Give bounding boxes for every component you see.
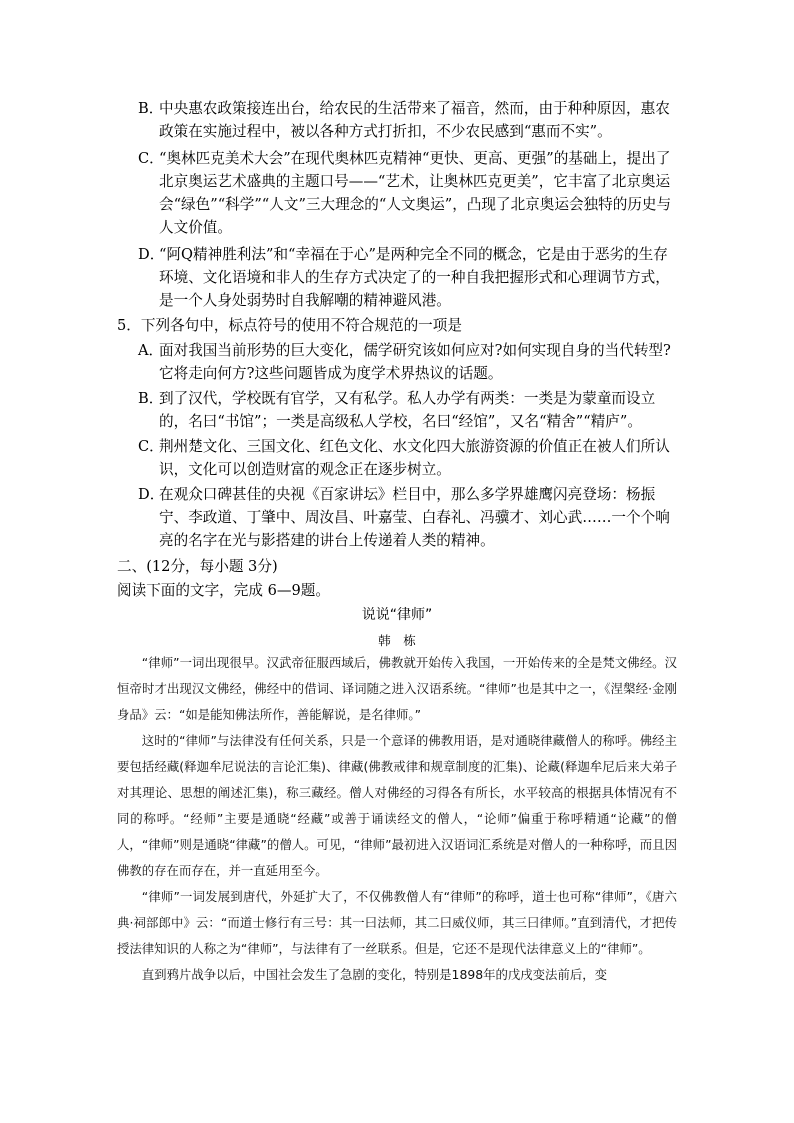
option-label: A． [138,342,164,359]
q5-option-d [138,483,683,555]
article-paragraph: “律师”一词出现很早。汉武帝征服西域后，佛教就开始传入我国，一开始传来的全是梵文佛经。汉恒帝时才出现汉文佛经，佛经中的借词、译词随之进入汉语系统。“律师”也是其中之一，《涅槃经·金刚身品》云：“如是能知佛法所作，善能解说，是名律师。” [117,655,677,722]
option-text: 面对我国当前形势的巨大变化，儒学研究该如何应对?如何实现自身的当代转型?它将走向何方?这些问题皆成为度学术界热议的话题。 [159,342,671,382]
q4-option-d [138,243,683,315]
article-paragraph: 直到鸦片战争以后，中国社会发生了急剧的变化，特别是1898年的戊戌变法前后，变 [141,967,608,982]
article-body [117,650,677,1042]
section-heading: 二、(12分，每小题 3分) [117,558,278,575]
option-label: D． [138,486,165,503]
article-paragraph: “律师”一词发展到唐代，外延扩大了，不仅佛教僧人有“律师”的称呼，道士也可称“律师”，《唐六典·祠部郎中》云：“而道士修行有三号：其一曰法师，其二曰威仪师，其三曰律师。”直到清代，才把传授法律知识的人称之为“律师”，与法律有了一丝联系。但是，它还不是现代法律意义上的“律师”。 [117,889,677,956]
q5-option-c [138,435,683,483]
option-text: 到了汉代，学校既有官学，又有私学。私人办学有两类：一类是为蒙童而设立的，名曰“书馆”；一类是高级私人学校，名曰“经馆”，又名“精舍”“精庐”。 [159,390,656,430]
option-text: 荆州楚文化、三国文化、红色文化、水文化四大旅游资源的价值正在被人们所认识，文化可以创造财富的观念正在逐步树立。 [159,438,670,478]
option-label: B． [138,390,164,407]
option-label: D． [138,246,165,263]
option-label: C． [138,438,164,455]
option-label: B． [138,100,164,117]
q4-option-b [138,97,683,147]
reading-instruction: 阅读下面的文字，完成 6—9题。 [117,582,330,599]
q5-option-a [138,339,683,387]
question-5-stem: 5．下列各句中，标点符号的使用不符合规范的一项是 [117,317,462,334]
article-author: 韩 栋 [378,633,416,648]
option-text: “奥林匹克美术大会”在现代奥林匹克精神“更快、更高、更强”的基础上，提出了北京奥运艺术盛典的主题口号——“艺术，让奥林匹克更美”，它丰富了北京奥运会“绿色”“科学”“人文”三大理念的“人文奥运”，凸现了北京奥运会独特的历史与人文价值。 [159,150,672,236]
q5-option-b [138,387,683,435]
article-title: 说说“律师” [361,607,433,623]
q4-option-c [138,147,683,243]
article-paragraph: 这时的“律师”与法律没有任何关系，只是一个意译的佛教用语，是对通晓律藏僧人的称呼。佛经主要包括经藏(释迦牟尼说法的言论汇集)、律藏(佛教戒律和规章制度的汇集)、论藏(释迦牟尼后来大弟子对其理论、思想的阐述汇集)，称三藏经。僧人对佛经的习得各有所长，水平较高的根据具体情况有不同的称呼。“经师”主要是通晓“经藏”或善于诵读经文的僧人，“论师”偏重于称呼精通“论藏”的僧人，“律师”则是通晓“律藏”的僧人。可见，“律师”最初进入汉语词汇系统是对僧人的一种称呼，而且因佛教的存在而存在，并一直延用至今。 [117,733,677,878]
option-text: 中央惠农政策接连出台，给农民的生活带来了福音，然而，由于种种原因，惠农政策在实施过程中，被以各种方式打折扣，不少农民感到“惠而不实”。 [159,100,670,140]
option-text: 在观众口碑甚佳的央视《百家讲坛》栏目中，那么多学界雄鹰闪亮登场：杨振宁、李政道、丁肇中、周汝昌、叶嘉莹、白春礼、冯骥才、刘心武……一个个响亮的名字在光与影搭建的讲台上传递着人类的精神。 [159,486,670,549]
option-label: C． [138,150,164,167]
option-text: “阿Q精神胜利法”和“幸福在于心”是两种完全不同的概念，它是由于恶劣的生存环境、文化语境和非人的生存方式决定了的一种自我把握形式和心理调节方式，是一个人身处弱势时自我解嘲的精神避风港。 [159,246,670,309]
